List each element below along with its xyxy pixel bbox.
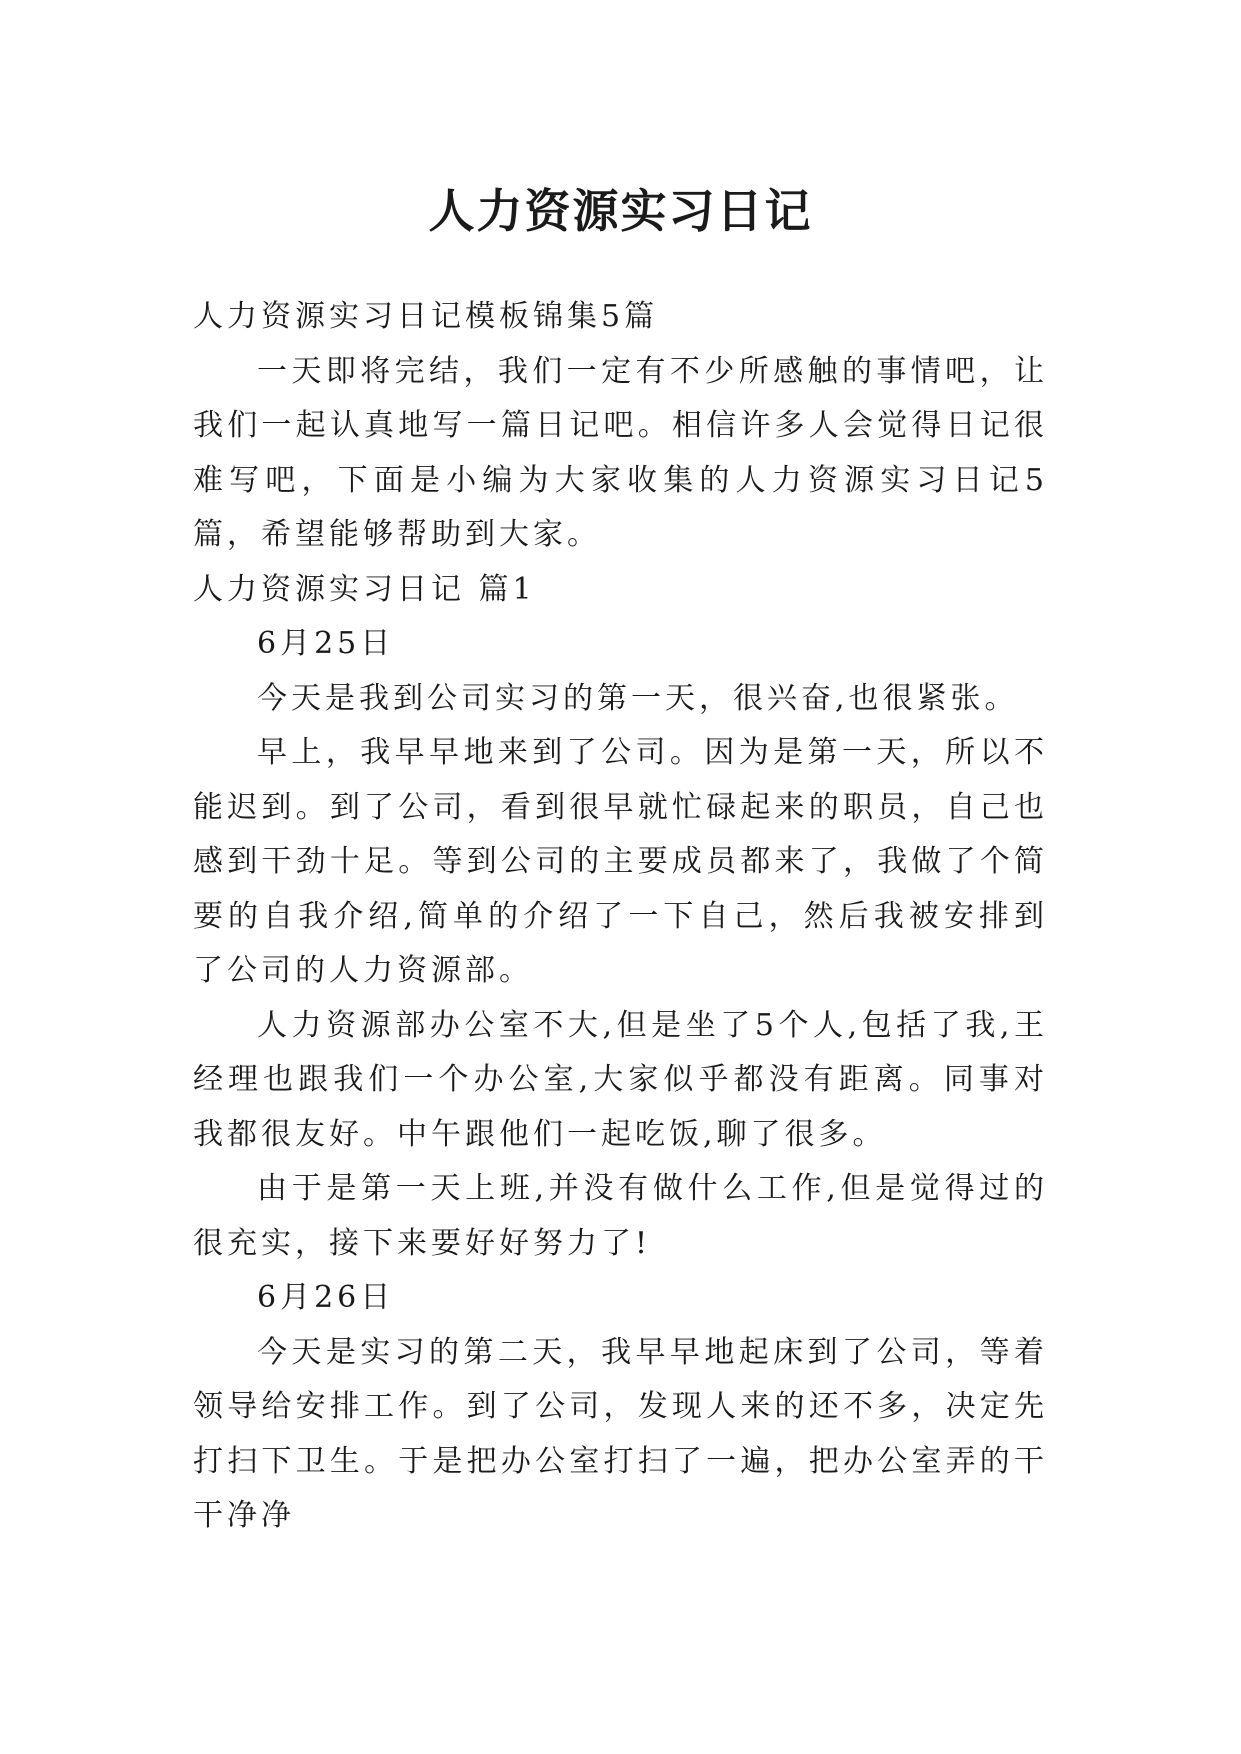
body-paragraph: 今天是实习的第二天，我早早地起床到了公司，等着领导给安排工作。到了公司，发现人来的还不多，决定先打扫下卫生。于是把办公室打扫了一遍，把办公室弄的干干净净 (193, 1334, 1048, 1533)
intro-paragraph: 一天即将完结，我们一定有不少所感触的事情吧，让我们一起认真地写一篇日记吧。相信许多人会觉得日记很难写吧，下面是小编为大家收集的人力资源实习日记5篇，希望能够帮助到大家。 (193, 353, 1048, 552)
section-heading-1: 人力资源实习日记 篇1 (193, 571, 536, 607)
collection-heading: 人力资源实习日记模板锦集5篇 (193, 299, 659, 334)
body-paragraph: 今天是我到公司实习的第一天，很兴奋,也很紧张。 (257, 680, 1019, 716)
date-line-2: 6月26日 (257, 1280, 395, 1315)
date-line-1: 6月25日 (257, 626, 395, 661)
document-title: 人力资源实习日记 (428, 183, 813, 238)
document-body (193, 290, 1048, 1544)
body-paragraph: 早上，我早早地来到了公司。因为是第一天，所以不能迟到。到了公司，看到很早就忙碌起来的职员，自己也感到干劲十足。等到公司的主要成员都来了，我做了个简要的自我介绍,简单的介绍了一下自己，然后我被安排到了公司的人力资源部。 (193, 735, 1048, 988)
body-paragraph: 人力资源部办公室不大,但是坐了5个人,包括了我,王经理也跟我们一个办公室,大家似乎都没有距离。同事对我都很友好。中午跟他们一起吃饭,聊了很多。 (193, 1007, 1048, 1152)
body-paragraph: 由于是第一天上班,并没有做什么工作,但是觉得过的很充实，接下来要好好努力了! (193, 1171, 1048, 1261)
